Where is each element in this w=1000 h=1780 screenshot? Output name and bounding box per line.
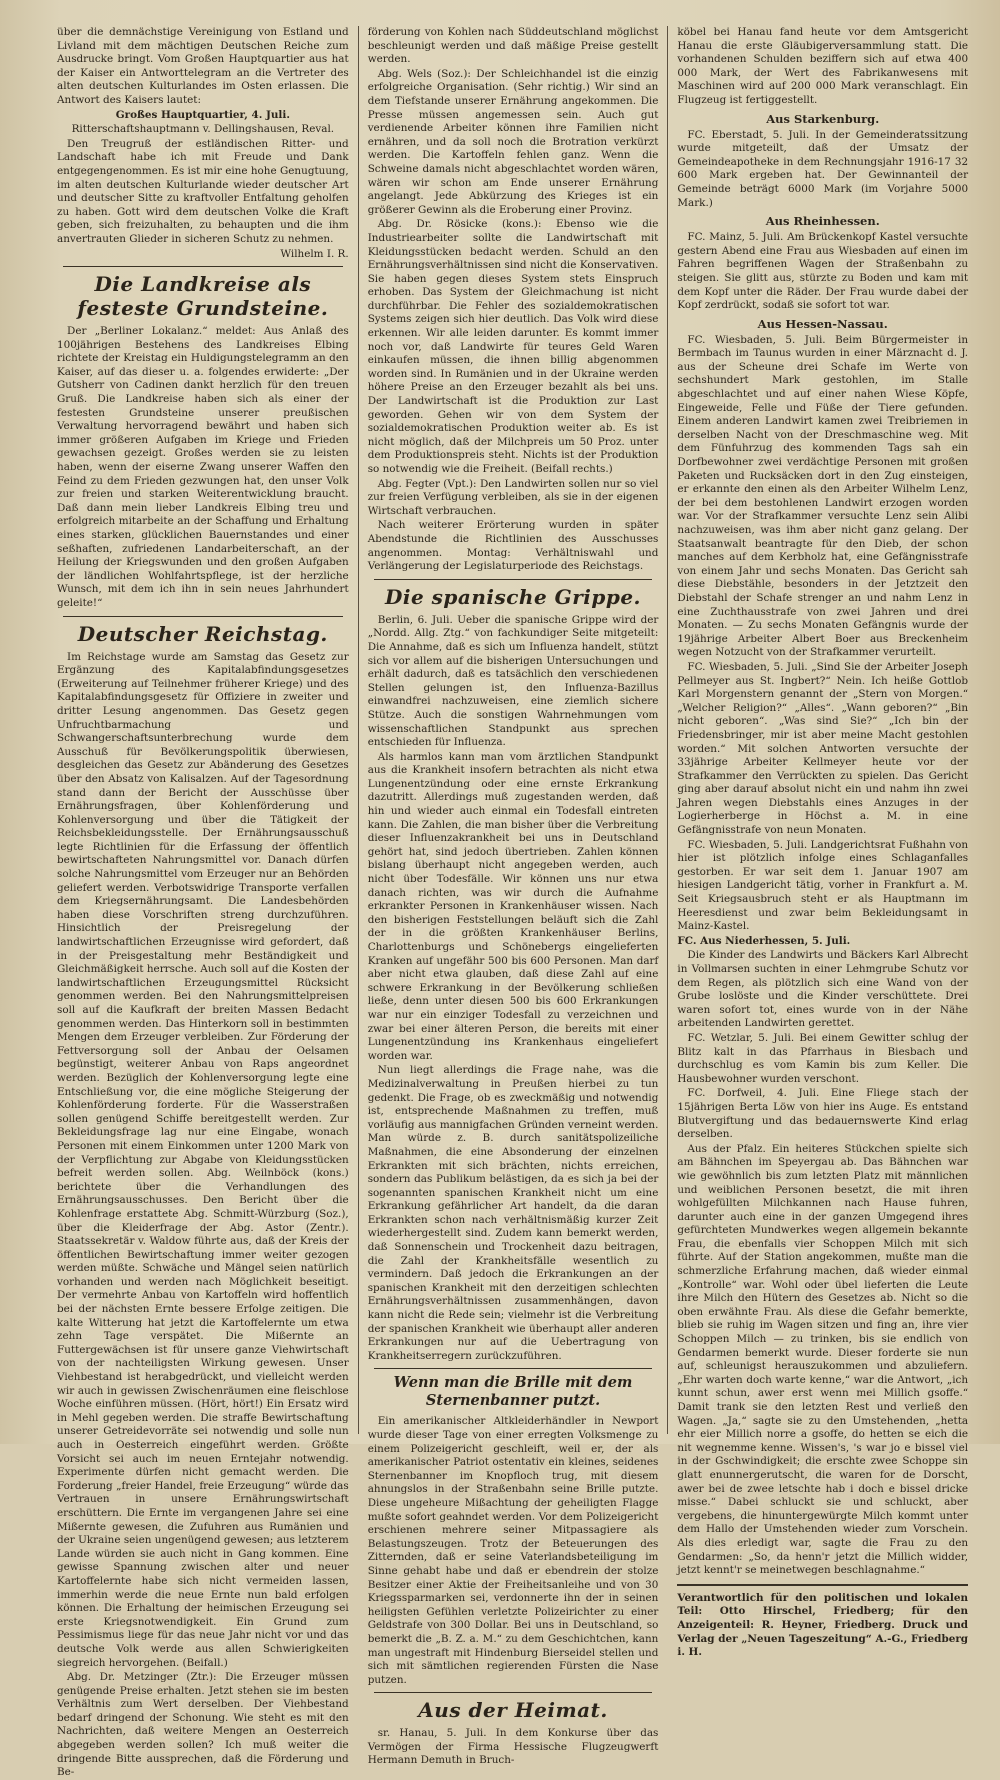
- article-mainz: FC. Mainz, 5. Juli. Am Brückenkopf Kastel versuchte gestern Abend eine Frau aus Wiesbaden auf einen im Fahren begriffenen Wagen der Straßenbahn zu steigen. Sie glitt aus, stürzte zu Boden und kam mit dem Kopf unter die Räder. Der Frau wurde dabei der Kopf zerdrückt, sodaß sie sofort tot war.: [677, 231, 969, 312]
- section-rheinhessen: Aus Rheinhessen.: [765, 214, 880, 229]
- article-grippe-2: Als harmlos kann man vom ärztlichen Standpunkt aus die Krankheit insofern betrachten als nicht etwa Lungenentzündung oder eine ernste Erkrankung dazutritt. Allerdings muß zugestanden werden, daß hin und wieder auch einmal ein Todesfall eintreten kann. Die Zahlen, die man bisher über die Verbreitung dieser Influenzakrankheit bei uns in Deutschland gehört hat, sind jedoch übertrieben. Zahlen können bislang überhaupt nicht angegeben werden, auch nicht über Todesfälle. Wir können uns nur etwa danach richten, was wir durch die Aufnahme erkrankter Personen in Krankenhäuser wissen. Nach den bisherigen Feststellungen beläuft sich die Zahl der in die größten Krankenhäuser Berlins, Charlottenburgs und Schönebergs eingelieferten Kranken auf ungefähr 500 bis 600 Personen. Man darf aber nicht etwa glauben, daß diese Zahl auf eine schwere Erkrankung in der Bevölkerung schließen ließe, denn unter diesen 500 bis 600 Erkrankungen war nur ein einziger Todesfall zu verzeichnen und zwar bei einer älteren Person, die bereits mit einer Lungenentzündung ins Krankenhaus eingeliefert worden war.: [367, 750, 659, 1062]
- headline-landkreise: Die Landkreise als festeste Grundsteine.: [77, 272, 329, 321]
- telegram-headquarters: Großes Hauptquartier, 4. Juli.: [115, 108, 290, 121]
- headline-heimat: Aus der Heimat.: [418, 1698, 608, 1723]
- divider: [63, 266, 343, 267]
- telegram-addressee: Ritterschaftshauptmann v. Dellingshausen, Reval.: [71, 123, 335, 136]
- article-brille: Ein amerikanischer Altkleiderhändler in Newport wurde dieser Tage von einer erregten Volksmenge zu einem Polizeigericht geschleift, weil er, der als amerikanischer Patriot ostentativ ein kleines, seidenes Sternenbanner im Knopfloch trug, mit diesem ahnungslos in der Straßenbahn seine Brille putzte. Diese ungeheure Mißachtung der geheiligten Flagge mußte sofort geahndet werden. Vor dem Polizeigericht erschienen mehrere seiner Mitpassagiere als Belastungszeugen. Trotz der Beteuerungen des Zitternden, daß er seine Vaterlandsbeteiligung im Sinne gehabt habe und daß er ebendrein der stolze Besitzer einer Aktie der Freiheitsanleihe und von 30 Kriegssparmarken sei, verdonnerte ihn der in seinen heiligsten Gefühlen verletzte Polizeirichter zu einer Geldstrafe von 300 Dollar. Bei uns in Deutschland, so bemerkt die „B. Z. a. M.“ zu dem Geschichtchen, kann man ungestraft mit Hindenburg Bierseidel stellen und sich mit sämtlichen regierenden Fürsten die Nase putzen.: [367, 1415, 659, 1686]
- article-kaiser-intro: über die demnächstige Vereinigung von Estland und Livland mit dem mächtigen Deutschen Reiche zum Ausdrucke bringt. Vom Großen Hauptquartier aus hat der Kaiser ein Antworttelegram an die Vertreter des alten deutschen Kulturlandes im Osten erlassen. Die Antwort des Kaisers lautet:: [57, 26, 349, 106]
- article-wiesbaden-1: FC. Wiesbaden, 5. Juli. Beim Bürgermeister in Bermbach im Taunus wurden in einer Märznacht d. J. aus der Scheune drei Schafe im Werte von sechshundert Mark gestohlen, im Stalle abgeschlachtet und auf einer nahen Wiese Köpfe, Eingeweide, Felle und Füße der Tiere gefunden. Einem anderen Landwirt kamen zwei Treibriemen in derselben Nacht von der Dreschmaschine weg. Mit dem Fünfuhrzug des kommenden Tags sah ein Dorfbewohner zwei verdächtige Personen mit großen Paketen und Rucksäcken dort in den Zug einsteigen, er erkannte den einen als den Arbeiter Wilhelm Lenz, der bei dem bestohlenen Landwirt erzogen worden war. Vor der Strafkammer versuchte Lenz sein Alibi nachzuweisen, was ihm aber nicht ganz gelang. Der Staatsanwalt beantragte für den Dieb, der schon manches auf dem Kerbholz hat, eine Gefängnisstrafe von einem Jahr und sechs Monaten. Das Gericht sah diese Diebstähle, besonders in der Jetztzeit den Diebstahl der Schafe strenger an und nahm Lenz in eine Zuchthausstrafe von zwei Jahren und drei Monaten. — Zu sechs Monaten Gefängnis wurde der 19jährige Arbeiter Albert Boer aus Breckenheim wegen Notzucht von der Strafkammer verurteilt.: [677, 333, 969, 659]
- divider: [374, 1368, 653, 1369]
- article-grippe-1: Berlin, 6. Juli. Ueber die spanische Grippe wird der „Nordd. Allg. Ztg.“ von fachkundiger Seite mitgeteilt: Die Annahme, daß es sich um Influenza handelt, stützt sich vor allem auf die bisherigen Untersuchungen und erhält dadurch, daß es tatsächlich den verschiedenen Stellen gelungen ist, den Influenza-Bazillus einwandfrei nachzuweisen, eine ziemlich sichere Stütze. Auch die sonstigen Wahrnehmungen vom wissenschaftlichen Standpunkt aus sprechen entschieden für Influenza.: [367, 613, 659, 749]
- headline-brille: Wenn man die Brille mit dem Sternenbanner putzt.: [393, 1374, 633, 1410]
- article-wiesbaden-2: FC. Wiesbaden, 5. Juli. „Sind Sie der Arbeiter Joseph Pellmeyer aus St. Ingbert?“ Nein. Ich heiße Gottlob Karl Morgenstern genannt der „Stern von Morgen.“ „Welcher Religion?“ „Alles“. „Wann geboren?“ „Bin nicht geboren“. „Was sind Sie?“ „Ich bin der Friedensbringer, mir ist aber meine Macht gestohlen worden.“ Mit solchen Antworten versuchte der 33jährige Arbeiter Kellmeyer heute vor der Strafkammer den Verrückten zu spielen. Das Gericht ging aber darauf absolut nicht ein und nahm ihn zwei Jahren wegen Diebstahls eines Anzuges in der Logierherberge in Höchst a. M. in eine Gefängnisstrafe von neun Monaten.: [677, 660, 969, 837]
- divider: [63, 616, 343, 617]
- article-eberstadt: FC. Eberstadt, 5. Juli. In der Gemeinderatssitzung wurde mitgeteilt, daß der Umsatz der Gemeindeapotheke in dem Rechnungsjahr 1916-17 32 600 Mark ergeben hat. Der Gewinnanteil der Gemeinde beträgt 6000 Mark (im Vorjahre 5000 Mark.): [677, 128, 969, 209]
- divider: [374, 1692, 653, 1693]
- imprint: Verantwortlich für den politischen und lokalen Teil: Otto Hirschel, Friedberg; für den Anzeigenteil: R. Heyner, Friedberg. Druck und Verlag der „Neuen Tageszeitung“ A.-G., Friedberg i. H.: [677, 1591, 969, 1659]
- headline-reichstag: Deutscher Reichstag.: [77, 621, 328, 646]
- article-reichstag-cont: förderung von Kohlen nach Süddeutschland möglichst beschleunigt werden und daß mäßige Preise gestellt werden.: [367, 26, 659, 66]
- article-pfalz: Aus der Pfalz. Ein heiteres Stückchen spielte sich am Bähnchen im Speyergau ab. Das Bähnchen war wie gewöhnlich bis zum letzten Platz mit männlichen und weiblichen Personen besetzt, die mit ihren wohlgefüllten Milchkannen nach Hause fuhren, darunter auch eine in der ganzen Umgegend ihres gefürchteten Mundwerkes wegen allgemein bekannte Frau, die ebenfalls vier Schoppen Milch mit sich führte. Auf der Station angekommen, mußte man die schmerzliche Erfahrung machen, daß wieder einmal „Kontrolle“ war. Wohl oder übel lieferten die Leute ihre Milch den Hütern des Gesetzes ab. Nicht so die oben erwähnte Frau. Als diese die Gefahr bemerkte, blieb sie ruhig im Wagen sitzen und fing an, ihre vier Schoppen Milch — zu trinken, bis sie endlich von Gendarmen bemerkt wurde. Dieser forderte sie nun auf, schleunigst herauszukommen und abzuliefern. „Ehr warten doch warte kenne,“ war die Antwort, „ich kunnt schun, awer erst wenn mei Millich gsoffe.“ Damit trank sie den letzten Rest und verließ den Wagen. „Ja,“ sagte sie zu den Umstehenden, „hetta ehr eier Millich norre a gsoffe, do hetten se eich die nit wegnemme kenne. Wissen's, 's war jo e bissel viel in der Gschwindigkeit; die erschte zwee Schoppe sin glatt enunnergerutscht, die waren for de Dorscht, awer bei de zwee letschte hab i doch e bissel dricke misse.“ Dabei schluckt sie und schluckt, aber vergebens, die hinuntergewürgte Milch kommt unter dem Hallo der Umstehenden wieder zum Vorschein. Als dies erledigt war, sagte die Frau zu den Gendarmen: „So, da henn'r jetzt die Millich widder, jetzt kennt'r se meinetwegen beschlagnahme.“: [677, 1142, 969, 1577]
- column-1: [48, 26, 358, 1779]
- article-hanau-cont: köbel bei Hanau fand heute vor dem Amtsgericht Hanau die erste Gläubigerversammlung statt. Die vorhandenen Schulden beziffern sich auf etwa 400 000 Mark, der Wert des Fabrikanwesens mit Maschinen wird auf 200 000 Mark veranschlagt. Ein Flugzeug ist fertiggestellt.: [677, 26, 969, 106]
- article-reichstag-end: Nach weiterer Erörterung wurden in später Abendstunde die Richtlinien des Ausschusses angenommen. Montag: Verhältniswahl und Verlängerung der Legislaturperiode des Reichstags.: [367, 519, 659, 573]
- article-grippe-3: Nun liegt allerdings die Frage nahe, was die Medizinalverwaltung in Preußen hierbei zu tun gedenkt. Die Frage, ob es zweckmäßig und notwendig ist, entsprechende Maßnahmen zu treffen, muß vorläufig aus mannigfachen Gründen verneint werden. Man würde z. B. durch sanitätspolizeiliche Maßnahmen, die eine Absonderung der einzelnen Erkrankten mit sich brächten, nichts erreichen, sondern das Publikum belästigen, da es sich ja bei der sogenannten spanischen Krankheit nicht um eine Erkrankung gefährlicher Art handelt, da die daran Erkrankten schon nach verhältnismäßig kurzer Zeit wiederhergestellt sind. Zudem kann bemerkt werden, daß Sonnenschein und Trockenheit dazu beitragen, die Zahl der Krankheitsfälle wesentlich zu vermindern. Daß jedoch die Erkrankungen an der spanischen Krankheit mit den derzeitigen schlechten Ernährungsverhältnissen zusammenhängen, davon kann nicht die Rede sein; vielmehr ist die Verbreitung der spanischen Krankheit wie überhaupt aller anderen Erkrankungen nur auf die Uebertragung von Krankheitserregern zurückzuführen.: [367, 1064, 659, 1362]
- article-wels: Abg. Wels (Soz.): Der Schleichhandel ist die einzig erfolgreiche Organisation. (Sehr richtig.) Wir sind an dem Tiefstande unserer Ernährung angekommen. Die Presse müssen angemessen sein. Auch gut verdienende Arbeiter können ihre Familien nicht ernähren, und da soll noch die Brotration verkürzt werden. Die Kartoffeln fehlen ganz. Wenn die Schweine damals nicht abgeschlachtet worden wären, wären wir schon am Ende unserer Ernährung angelangt. Jede Abkürzung des Krieges ist ein größerer Gewinn als die Eroberung einer Provinz.: [367, 67, 659, 216]
- article-wiesbaden-3: FC. Wiesbaden, 5. Juli. Landgerichtsrat Fußhahn von hier ist plötzlich infolge eines Schlaganfalles gestorben. Er war seit dem 1. Januar 1907 am hiesigen Landgericht tätig, vorher in Frankfurt a. M. Seit Kriegsausbruch steht er als Hauptmann im Heeresdienst und zwar beim Bekleidungsamt in Mainz-Kastel.: [677, 838, 969, 933]
- article-reichstag-1: Im Reichstage wurde am Samstag das Gesetz zur Ergänzung des Kapitalabfindungsgesetzes (Erweiterung auf Teilnehmer früherer Kriege) und des Kapitalabfindungsgesetz für Offiziere in zweiter und dritter Lesung angenommen. Das Gesetz gegen Unfruchtbarmachung und Schwangerschaftsunterbrechung wurde dem Ausschuß für Bevölkerungspolitik überwiesen, desgleichen das Gesetz zur Abänderung des Gesetzes über den Absatz von Kalisalzen. Auf der Tagesordnung stand dann der Bericht der Ausschüsse über Ernährungsfragen, über Kohlenförderung und Kohlenversorgung und über die Tätigkeit der Reichsbekleidungsstelle. Der Ernährungsausschuß legte Richtlinien für die Erfassung der öffentlich bewirtschafteten Nahrungsmittel vor. Danach dürfen solche Nahrungsmittel vom Erzeuger nur an Behörden geliefert werden. Verbotswidrige Transporte verfallen dem Kriegsernährungsamt. Die Landesbehörden haben diese Vorschriften streng durchzuführen. Hinsichtlich der Preisregelung der landwirtschaftlichen Erzeugnisse wird gefordert, daß in der Preisgestaltung mehr Beständigkeit und Gleichmäßigkeit herrsche. Auch soll auf die Kosten der landwirtschaftlichen Erzeugungsmittel Rücksicht genommen werden. Bei den Nahrungsmittelpreisen soll auf die Kaufkraft der breiten Massen Bedacht genommen werden. Das Hinterkorn soll in bestimmten Mengen dem Erzeuger verbleiben. Zur Förderung der Fettversorgung soll der Anbau der Oelsamen begünstigt, weiterer Anbau von Raps angeordnet werden. Bezüglich der Kohlenversorgung legte eine Entschließung vor, die eine mögliche Steigerung der Kohlenförderung forderte. Für die Wasserstraßen sollen genügend Schiffe bereitgestellt werden. Zur Bekleidungsfrage lag nur eine Eingabe, wonach Personen mit einem Einkommen unter 1200 Mark von der Verpflichtung zur Abgabe von Kleidungsstücken befreit werden sollen. Abg. Weilnböck (kons.) berichtete über die Verhandlungen des Ernährungsausschusses. Den Bericht über die Kohlenfrage erstattete Abg. Schmitt-Würzburg (Soz.), über die Kleiderfrage der Abg. Astor (Zentr.). Staatssekretär v. Waldow führte aus, daß der Kreis der öffentlichen Bewirtschaftung immer weiter gezogen werden müßte. Schwäche und Mängel seien natürlich vorhanden und werden nach Möglichkeit beseitigt. Der vermehrte Anbau von Kartoffeln wird hoffentlich bei der nächsten Ernte bessere Erfolge zeitigen. Die kalte Witterung hat jetzt die Kartoffelernte um etwa zehn Tage verspätet. Die Mißernte an Futtergewächsen ist für unsere ganze Viehwirtschaft von der nachteiligsten Wirkung gewesen. Unser Viehbestand ist herabgedrückt, und vielleicht werden wir auch in gewissen Zwischenräumen eine fleischlose Woche einführen müssen. (Hört, hört!) Ein Ersatz wird in Mehl gegeben werden. Die straffe Bewirtschaftung unserer Getreidevorräte sei notwendig und solle nun auch in Oesterreich eingeführt werden. Größte Vorsicht sei auch im neuen Erntejahr notwendig. Experimente dürfen nicht gemacht werden. Die Forderung „freier Handel, freie Erzeugung“ würde das Vertrauen in unsere Ernährungswirtschaft erschüttern. Die Ernte im vergangenen Jahre sei eine Mißernte gewesen, die Zufuhren aus Rumänien und der Ukraine seien ungenügend gewesen; aus letzterem Lande würden sie auch nicht in Gang kommen. Eine gewisse Spannung zwischen alter und neuer Kartoffelernte habe sich nicht vermeiden lassen, immerhin werde die neue Ernte nun bald erfolgen können. Die Erhaltung der heimischen Erzeugung sei erste Kriegsnotwendigkeit. Ein Grund zum Pessimismus liege für das neue Jahr nicht vor und das deutsche Volk werde aus allen Schwierigkeiten siegreich hervorgehen. (Beifall.): [57, 650, 349, 1669]
- article-reichstag-2: Abg. Dr. Metzinger (Ztr.): Die Erzeuger müssen genügende Preise erhalten. Jetzt stehen sie im besten Verhältnis zum Wert derselben. Der Viehbestand bedarf dringend der Schonung. Wie steht es mit den Nachrichten, daß weitere Mengen an Oesterreich abgegeben werden sollen? Ich muß weiter die dringende Bitte aussprechen, daß die Förderung und Be-: [57, 1671, 349, 1779]
- divider: [677, 1584, 968, 1586]
- article-fegter: Abg. Fegter (Vpt.): Den Landwirten sollen nur so viel zur freien Verfügung verbleiben, als sie in der eigenen Wirtschaft verbrauchen.: [367, 477, 659, 517]
- article-wetzlar: FC. Wetzlar, 5. Juli. Bei einem Gewitter schlug der Blitz kalt in das Pfarrhaus in Biesbach und durchschlug es vom Kamin bis zum Keller. Die Hausbewohner wurden verschont.: [677, 1031, 969, 1085]
- section-hessen-nassau: Aus Hessen-Nassau.: [757, 316, 888, 331]
- article-hanau: sr. Hanau, 5. Juli. In dem Konkurse über das Vermögen der Firma Hessische Flugzeugwerft Hermann Demuth in Bruch-: [367, 1727, 659, 1767]
- article-roesicke: Abg. Dr. Rösicke (kons.): Ebenso wie die Industriearbeiter sollte die Landwirtschaft mit Kleidungsstücken bedacht werden. Schuld an den Ernährungsverhältnissen sind nicht die Konservativen. Sie haben gegen dieses System stets Einspruch erhoben. Das System der Gleichmachung ist nicht durchführbar. Die Fehler des sozialdemokratischen Systems zeigen sich hier deutlich. Das Volk wird diese erkennen. Wir alle leiden darunter. Es kommt immer noch vor, daß Landwirte für teures Geld Waren einkaufen müssen, die ihnen billig abgenommen worden sind. In Rumänien und in der Ukraine werden höhere Preise an den Erzeuger bezahlt als bei uns. Der Landwirtschaft ist die Produktion zur Last geworden. Gehen wir von dem System der sozialdemokratischen Produktion weiter ab. Es ist nicht möglich, daß der Milchpreis um 50 Proz. unter dem Produktionspreis steht. Nichts ist der Produktion so notwendig wie die Freiheit. (Beifall rechts.): [367, 218, 659, 475]
- column-3: [667, 26, 977, 1659]
- headline-grippe: Die spanische Grippe.: [385, 584, 642, 609]
- columns: [48, 26, 978, 1779]
- article-niederhessen-dateline: FC. Aus Niederhessen, 5. Juli.: [677, 934, 851, 947]
- telegram-signature: Wilhelm I. R.: [280, 247, 349, 260]
- article-dorfweil: FC. Dorfweil, 4. Juli. Eine Fliege stach der 15jährigen Berta Löw von hier ins Auge. Es entstand Blutvergiftung und das bedauernswerte Kind erlag derselben.: [677, 1087, 969, 1141]
- divider: [374, 579, 653, 580]
- section-starkenburg: Aus Starkenburg.: [766, 111, 880, 126]
- telegram-text: Den Treugruß der estländischen Ritter- und Landschaft habe ich mit Freude und Dank entgegengenommen. Es ist mir eine hohe Genugtuung, im alten deutschen Kulturlande wieder deutscher Art und deutscher Sitte zu kraftvoller Entfaltung geholfen zu haben. Gott wird dem deutschen Volke die Kraft geben, sich freizuhalten, zu behaupten und die ihm anvertrauten Glieder in sicheren Schutz zu nehmen.: [57, 137, 349, 245]
- column-2: [358, 26, 668, 1767]
- article-landkreise: Der „Berliner Lokalanz.“ meldet: Aus Anlaß des 100jährigen Bestehens des Landkreises Elbing richtete der Kreistag ein Huldigungstelegramm an den Kaiser, auf das dieser u. a. folgendes erwiderte: „Der Gutsherr von Cadinen dankt herzlich für den treuen Gruß. Die Landkreise haben sich als einer der festesten Grundsteine unserer preußischen Verwaltung hervorragend bewährt und haben sich immer größeren Aufgaben im Kriege und Frieden gewachsen gezeigt. Großes werden sie zu leisten haben, wenn der eiserne Zwang unserer Waffen den Feind zu dem Frieden gezwungen hat, den unser Volk zur freien und starken Weiterentwicklung braucht. Daß dann mein lieber Landkreis Elbing treu und erfolgreich mitarbeite an der Schaffung und Erhaltung eines starken, glücklichen Bauernstandes und einer seßhaften, zufriedenen Landarbeiterschaft, an der Heilung der Kriegswunden und den großen Aufgaben der ländlichen Wohlfahrtspflege, ist der herzliche Wunsch, mit dem ich ihn in sein neues Jahrhundert geleite!“: [57, 325, 349, 609]
- article-niederhessen: Die Kinder des Landwirts und Bäckers Karl Albrecht in Vollmarsen suchten in einer Lehmgrube Schutz vor dem Regen, als plötzlich sich eine Wand von der Grube loslöste und die Kinder verschüttete. Drei waren sofort tot, eines wurde von in der Nähe arbeitenden Landwirten gerettet.: [677, 949, 969, 1030]
